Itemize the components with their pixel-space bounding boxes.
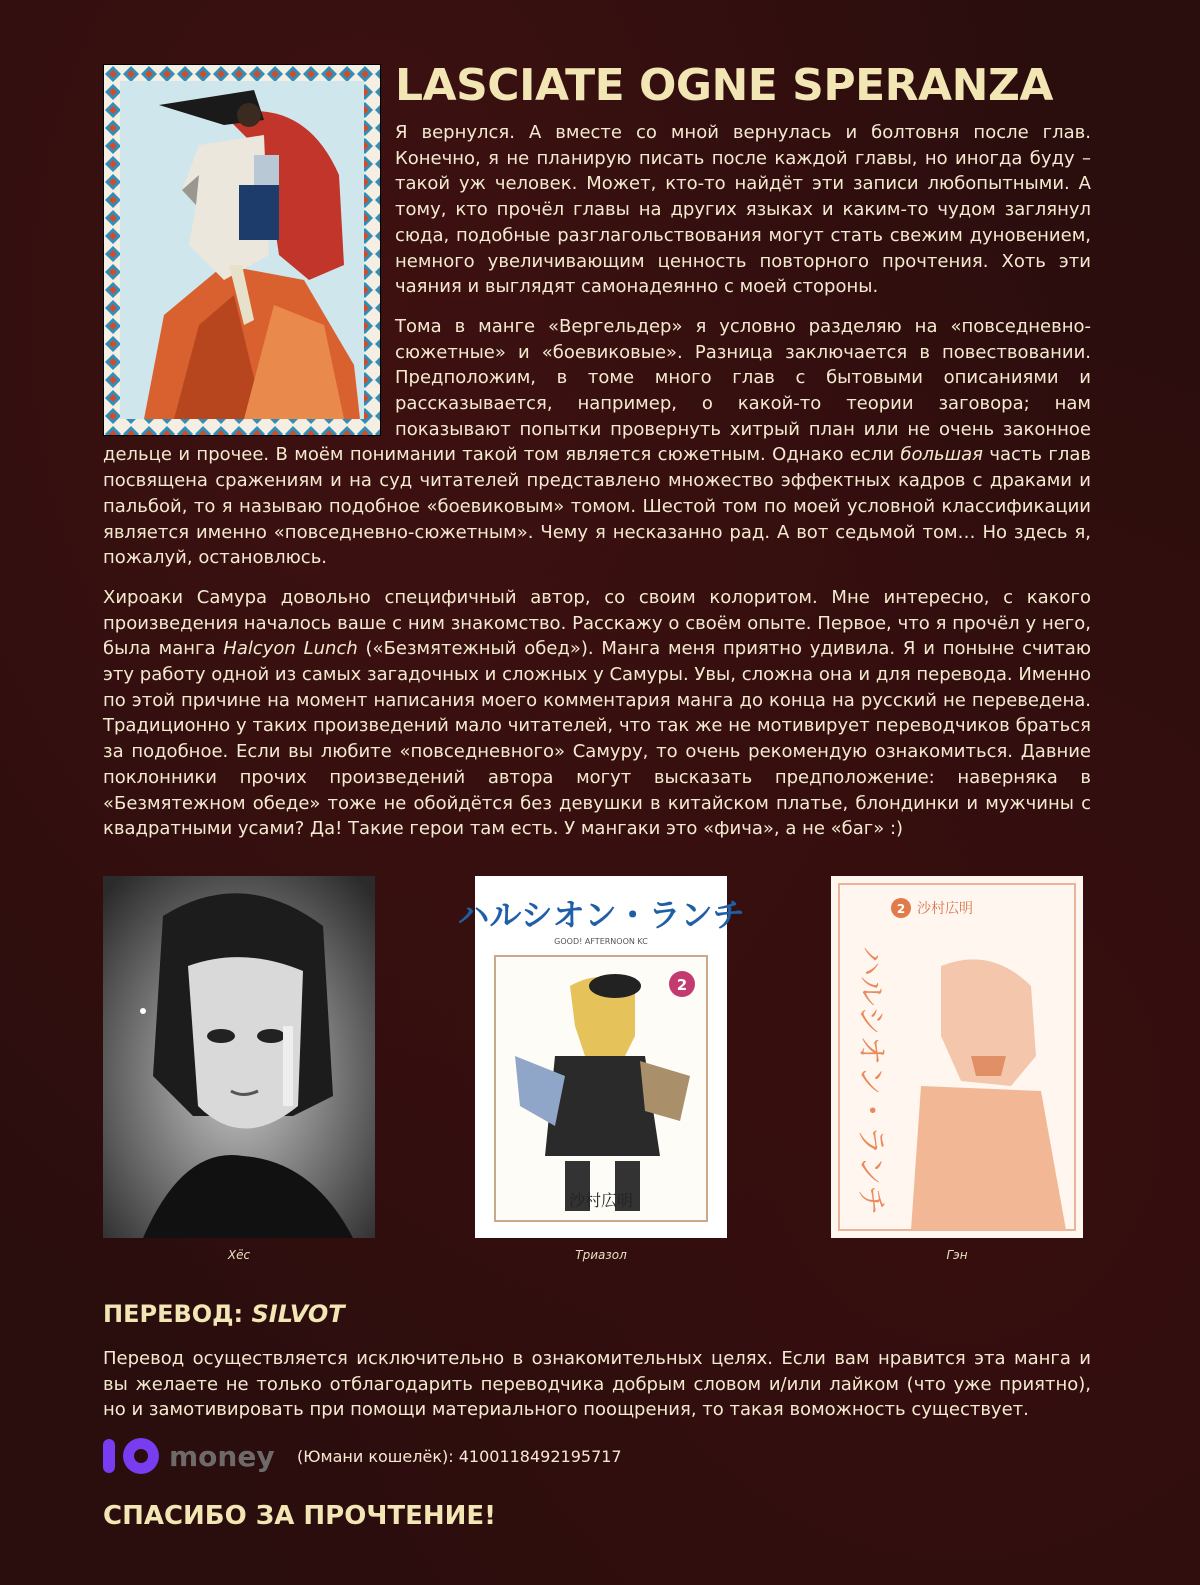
credits-text: Перевод осуществляется исключительно в ознакомительных целях. Если вам нравится эта манга и вы желаете не только отблагодарить переводчика добрым словом и/или лайком (что уже приятно), но и замотивировать при помощи материального поощрения, то такая воможность существует.: [103, 1348, 1091, 1421]
cover-volume-number: 2: [676, 976, 688, 994]
translator-label: ПЕРЕВОД:: [103, 1300, 252, 1328]
paragraph-intro: Я вернулся. А вместе со мной вернулась и болтовня после глав. Конечно, я не планирую писать после каждой главы, но иногда буду – такой уж человек. Может, кто-то найдёт эти записи любопытными. А тому, кто прочёл главы на других языках и каким-то чудом заглянул сюда, подобные разглагольствования могут стать свежим дуновением, немного увеличивающим ценность повторного прочтения. Хоть эти чаяния и выглядят самонадеянно с моей стороны.: [395, 122, 1091, 298]
image-gallery: [103, 876, 1091, 1266]
halcyon-lunch-cover-vol2: [457, 876, 745, 1238]
figure-triazol: [457, 876, 745, 1262]
paragraph-volumes-a: Тома в манге «Вергельдер» я условно разделяю на «повседневно-сюжетные» и «боевиковые». Разница заключается в повествовании. Предположим, в томе много глав с бытовыми описаниями и рассказывается, например, о какой-то теории заговора; нам показывают попытки провернуть хитрый план или не очень законное дельце и прочее. В моём понимании такой том является сюжетным. Однако если: [103, 315, 1091, 466]
cover-imprint-text: GOOD! AFTERNOON KC: [554, 937, 648, 946]
caption-gen: Гэн: [946, 1248, 968, 1262]
page-title: LASCIATE OGNE SPERANZA: [395, 60, 1053, 111]
paragraph-author-b: («Безмятежный обед»). Манга меня приятно удивила. Я и поныне считаю эту работу одной из самых загадочных и сложных у Самуры. Увы, сложна она и для перевода. Именно по этой причине на момент написания моего комментария манга до конца на русский не переведена. Традиционно у таких произведений мало читателей, что так же не мотивирует переводчиков браться за подобное. Если вы любите «повседневного» Самуру, то очень рекомендую ознакомиться. Давние поклонники прочих произведений автора могут высказать предположение: наверняка в «Безмятежном обеде» тоже не обойдётся без девушки в китайском платье, блондинки и мужчины с квадратными усами? Да! Такие герои там есть. У мангаки это «фича», а не «баг» :): [103, 638, 1091, 840]
hyos-illustration: [103, 876, 375, 1238]
thanks-text: СПАСИБО ЗА ПРОЧТЕНИЕ!: [103, 1501, 496, 1532]
paragraph-author-a: Хироаки Самура довольно специфичный автор, со своим колоритом. Мне интересно, с какого произведения началось ваше с ним знакомство. Расскажу о своём опыте. Первое, что я прочёл у него, была манга: [103, 586, 1091, 660]
caption-triazol: Триазол: [575, 1248, 627, 1262]
donation-row: [103, 1435, 1091, 1477]
paragraph-author-title: Halcyon Lunch: [223, 638, 358, 660]
dante-portrait-illustration: [103, 64, 381, 436]
halcyon-lunch-alt-cover: [831, 876, 1083, 1238]
credits-section: [103, 1300, 1091, 1531]
alt-cover-title-text: ハルシオン・ランチ: [853, 946, 888, 1216]
alt-cover-author-text: 沙村広明: [917, 901, 973, 917]
paragraph-volumes-emphasis: большая: [900, 444, 983, 466]
figure-hyos: [103, 876, 375, 1262]
logo-word: money: [169, 1440, 275, 1474]
wallet-number: (Юмани кошелёк): 4100118492195717: [297, 1446, 622, 1466]
paragraph-volumes-b: часть глав посвящена сражениям и на суд читателей представлено множество эффектных кадров с драками и пальбой, то я называю подобное «боевиковым» томом. Шестой том по моей условной классификации является именно «повседневно-сюжетным». Чему я несказанно рад. А вот седьмой том… Но здесь я, пожалуй, остановлюсь.: [103, 444, 1092, 569]
translator-heading: [103, 1300, 1091, 1328]
figure-gen: [831, 876, 1083, 1262]
yoomoney-logo: [103, 1435, 289, 1477]
alt-cover-volume-number: 2: [896, 902, 906, 916]
cover-author-text: 沙村広明: [568, 1191, 634, 1210]
cover-title-text: ハルシオン・ランチ: [457, 896, 745, 934]
caption-hyos: Хёс: [227, 1248, 251, 1262]
translator-name: SILVOT: [251, 1300, 345, 1328]
paragraph-author: [103, 585, 1091, 842]
article: [103, 60, 1092, 856]
